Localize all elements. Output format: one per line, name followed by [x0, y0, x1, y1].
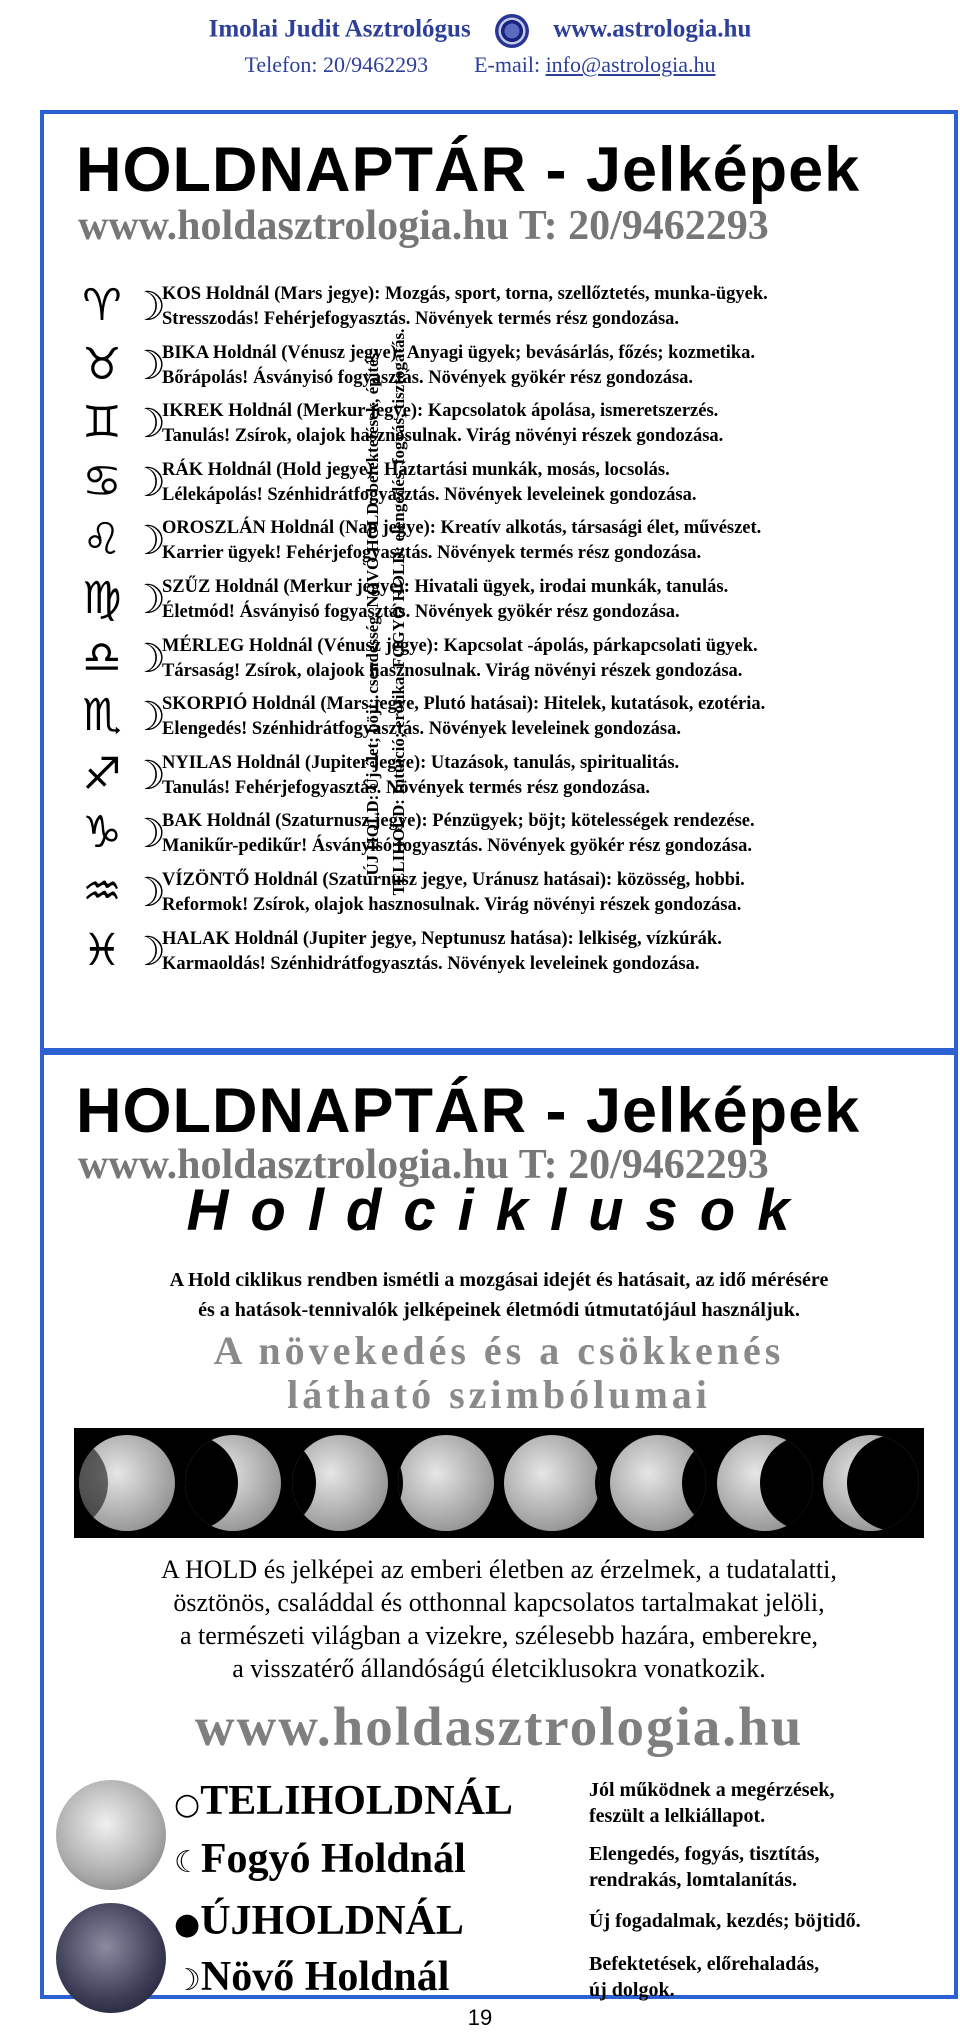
zodiac-sign-row [72, 924, 942, 981]
moon-crescent-icon: ☽ [130, 342, 166, 389]
moon-crescent-icon: ☽ [130, 811, 166, 858]
sign-line-1: SKORPIÓ Holdnál (Mars jegye, Plutó hatásai): Hitelek, kutatások, ezotéria. [162, 694, 766, 715]
zodiac-glyph-icon: ♈ [82, 280, 122, 331]
para-line-3: a természeti világban a vizekre, szélesebb hazára, emberekre, [179, 1621, 819, 1650]
zodiac-sign-row [72, 575, 942, 629]
desc-line: feszült a lelkiállapot. [589, 1805, 766, 1827]
astrologer-name: Imolai Judit Asztrológus [208, 15, 471, 43]
sign-line-1: IKREK Holdnál (Merkur jegye): Kapcsolatok ápolása, ismeretszerzés. [162, 401, 719, 422]
moon-crescent-icon: ☽ [130, 870, 166, 916]
zodiac-sign-row [72, 748, 942, 805]
header-top-line [0, 14, 960, 48]
new-moon-image-icon [56, 1903, 166, 2013]
zodiac-glyph-icon: ♉ [82, 338, 122, 390]
header-site[interactable]: www.astrologia.hu [553, 15, 752, 43]
moon-phase-icon [292, 1435, 388, 1531]
zodiac-glyph-icon: ♐ [82, 748, 122, 800]
zodiac-glyph-icon: ♊ [82, 397, 122, 449]
moon-crescent-icon: ☽ [130, 459, 166, 506]
sign-line-2: Tanulás! Zsírok, olajok hasznosulnak. Virág növényi részek gondozása. [162, 426, 724, 447]
zodiac-glyph-icon: ♏ [82, 690, 122, 742]
sign-line-1: BIKA Holdnál (Vénusz jegye): Anyagi ügyek; bevásárlás, főzés; kozmetika. [162, 342, 756, 363]
moon-phase-icon [610, 1435, 706, 1531]
moon-crescent-icon: ☽ [130, 752, 166, 799]
zodiac-sign-row [72, 338, 942, 395]
header-email-label: E-mail: [474, 52, 546, 77]
desc-line: Jól működnek a megérzések, [589, 1779, 835, 1801]
moon-phase-icon [823, 1435, 919, 1531]
sign-line-2: Társaság! Zsírok, olajook hasznosulnak. Virág növényi részek gondozása. [162, 660, 743, 681]
vertical-legend-line-1: ÚJ HOLD: Új élet; böjt; csendesség. NÖVŐ HOLD: befektetések, építés. [363, 348, 382, 876]
moon-cycles-panel [40, 1051, 958, 1999]
sign-line-1: VÍZÖNTŐ Holdnál (Szaturnusz jegye, Uránusz hatásai): közösség, hobbi. [162, 870, 745, 890]
full-moon-symbol-icon: ○ [174, 1786, 201, 1822]
moon-phase-icon [717, 1435, 813, 1531]
zodiac-glyph-icon: ♓ [82, 924, 122, 976]
zodiac-glyph-icon: ♒ [82, 866, 122, 917]
moon-phase-icon [504, 1435, 600, 1531]
gray-heading-2: látható szimbólumai [287, 1372, 711, 1417]
zodiac-sign-row [72, 692, 942, 746]
panel1-title: HOLDNAPTÁR - Jelképek [76, 135, 861, 205]
sign-line-1: NYILAS Holdnál (Jupiter jegye): Utazások, tanulás, spiritualitás. [162, 752, 680, 773]
zodiac-glyph-icon: ♌ [82, 514, 122, 566]
site-banner: www.holdasztrologia.hu [194, 1696, 804, 1757]
header-email-link[interactable]: info@astrologia.hu [545, 52, 716, 77]
moon-crescent-icon: ☽ [130, 694, 166, 741]
phase-label-full [174, 1777, 513, 1825]
sign-line-2: Tanulás! Fehérjefogyasztás. Növények termés rész gondozása. [162, 777, 650, 798]
zodiac-sign-row [72, 809, 942, 863]
moon-crescent-icon: ☽ [130, 635, 166, 682]
phase-label-text: TELIHOLDNÁL [200, 1778, 513, 1824]
desc-line: rendrakás, lomtalanítás. [589, 1869, 797, 1891]
sign-line-2: Életmód! Ásványisó fogyasztás. Növények gyökér rész gondozása. [162, 602, 680, 622]
zodiac-sign-row [72, 399, 942, 453]
moon-phase-icon [185, 1435, 281, 1531]
desc-line: Befektetések, előrehaladás, [589, 1953, 820, 1975]
gray-heading-1: A növekedés és a csökkenés [213, 1328, 785, 1373]
moon-crescent-icon: ☽ [130, 577, 166, 623]
sign-line-1: RÁK Holdnál (Hold jegye): Háztartási munkák, mosás, locsolás. [162, 459, 670, 480]
zodiac-sign-row [72, 631, 942, 688]
sign-line-1: SZŰZ Holdnál (Merkur jegye): Hivatali ügyek, irodai munkák, tanulás. [162, 577, 729, 597]
zodiac-glyph-icon: ♎ [82, 631, 122, 683]
sign-line-2: Reformok! Zsírok, olajok hasznosulnak. Virág növényi részek gondozása. [162, 895, 742, 915]
zodiac-sign-row [72, 282, 942, 336]
zodiac-moon-panel [40, 110, 958, 1052]
sign-line-2: Manikűr-pedikűr! Ásványisó fogyasztás. Növények gyökér rész gondozása. [162, 836, 752, 857]
new-moon-symbol-icon: ● [174, 1906, 201, 1942]
header-phone: Telefon: 20/9462293 [244, 52, 429, 77]
moon-symbolism-paragraph [64, 1553, 934, 1685]
desc-line: Új fogadalmak, kezdés; böjtidő. [589, 1910, 861, 1932]
phase-label-new [174, 1897, 464, 1945]
sign-line-2: Karrier ügyek! Fehérjefogyasztás. Növények termés rész gondozása. [162, 543, 702, 564]
sign-line-1: MÉRLEG Holdnál (Vénusz jegye): Kapcsolat -ápolás, párkapcsolati ügyek. [162, 635, 758, 656]
zodiac-sign-row [72, 516, 942, 570]
sign-line-2: Karmaoldás! Szénhidrátfogyasztás. Növények leveleinek gondozása. [162, 953, 700, 974]
zodiac-wheel-logo-icon [495, 14, 529, 48]
zodiac-sign-row [72, 455, 942, 512]
sign-line-1: KOS Holdnál (Mars jegye): Mozgás, sport, torna, szellőztetés, munka-ügyek. [162, 284, 768, 304]
sign-line-2: Stresszodás! Fehérjefogyasztás. Növények termés rész gondozása. [162, 309, 680, 329]
phase-desc-waxing [589, 1951, 819, 2003]
section-title-holdciklusok: Holdciklusok [186, 1178, 812, 1243]
phase-desc-waning [589, 1841, 820, 1893]
moon-crescent-icon: ☽ [130, 401, 166, 448]
panel2-subtitle: www.holdasztrologia.hu T: 20/9462293 [78, 1142, 769, 1188]
moon-phase-strip [74, 1428, 924, 1538]
intro-line-2: és a hatások-tennivalók jelképeinek életmódi útmutatójául használjuk. [198, 1299, 800, 1321]
sign-line-2: Lélekápolás! Szénhidrátfogyasztás. Növények leveleinek gondozása. [162, 484, 697, 505]
sign-line-1: HALAK Holdnál (Jupiter jegye, Neptunusz hatása): lelkiség, vízkúrák. [162, 928, 722, 949]
panel1-subtitle: www.holdasztrologia.hu T: 20/9462293 [78, 203, 769, 249]
panel2-title: HOLDNAPTÁR - Jelképek [76, 1076, 861, 1146]
phase-label-waning [174, 1835, 466, 1883]
intro-line-1: A Hold ciklikus rendben ismétli a mozgásai idejét és hatásait, az idő mérésére [169, 1269, 829, 1291]
moon-phase-icon [398, 1435, 494, 1531]
zodiac-glyph-icon: ♍ [82, 573, 122, 624]
sign-line-2: Elengedés! Szénhidrátfogyasztás. Növények leveleinek gondozása. [162, 719, 682, 740]
sign-line-2: Bőrápolás! Ásványisó fogyasztás. Növények gyökér rész gondozása. [162, 367, 694, 388]
moon-crescent-icon: ☽ [130, 928, 166, 975]
desc-line: Elengedés, fogyás, tisztítás, [589, 1843, 820, 1865]
phase-label-text: Fogyó Holdnál [200, 1836, 466, 1882]
desc-line: új dolgok. [589, 1979, 675, 2001]
vertical-legend-line-2: TELIHOLD: Intuíció; erotika. FOGYÓ HOLD: elengedés, fogyás, tisztogatás. [389, 328, 408, 896]
phase-desc-full [589, 1777, 835, 1829]
intro-text [54, 1265, 944, 1325]
full-moon-image-icon [56, 1780, 166, 1890]
para-line-4: a visszatérő állandóságú életciklusokra vonatkozik. [232, 1654, 766, 1683]
phase-label-text: ÚJHOLDNÁL [200, 1898, 464, 1944]
moon-phase-icon [79, 1435, 175, 1531]
zodiac-glyph-icon: ♑ [82, 807, 122, 859]
para-line-1: A HOLD és jelképei az emberi életben az érzelmek, a tudatalatti, [161, 1555, 837, 1584]
moon-crescent-icon: ☽ [130, 284, 166, 330]
phase-desc-new [589, 1908, 861, 1934]
para-line-2: ösztönös, családdal és otthonnal kapcsolatos tartalmakat jelöli, [173, 1588, 825, 1617]
sign-line-1: OROSZLÁN Holdnál (Nap jegye): Kreatív alkotás, társasági élet, művészet. [162, 518, 762, 539]
sign-line-1: BAK Holdnál (Szaturnusz jegye): Pénzügyek; böjt; kötelességek rendezése. [162, 811, 755, 832]
phase-label-text: Növő Holdnál [200, 1954, 450, 2000]
zodiac-sign-row [72, 868, 942, 922]
moon-crescent-icon: ☽ [130, 518, 166, 565]
zodiac-glyph-icon: ♋ [82, 455, 122, 507]
waxing-moon-symbol-icon: ☽ [174, 1962, 201, 1998]
header-contact-line [0, 52, 960, 78]
waning-moon-symbol-icon: ☾ [174, 1844, 201, 1880]
phase-label-waxing [174, 1953, 449, 2001]
page-number: 19 [467, 2005, 493, 2030]
